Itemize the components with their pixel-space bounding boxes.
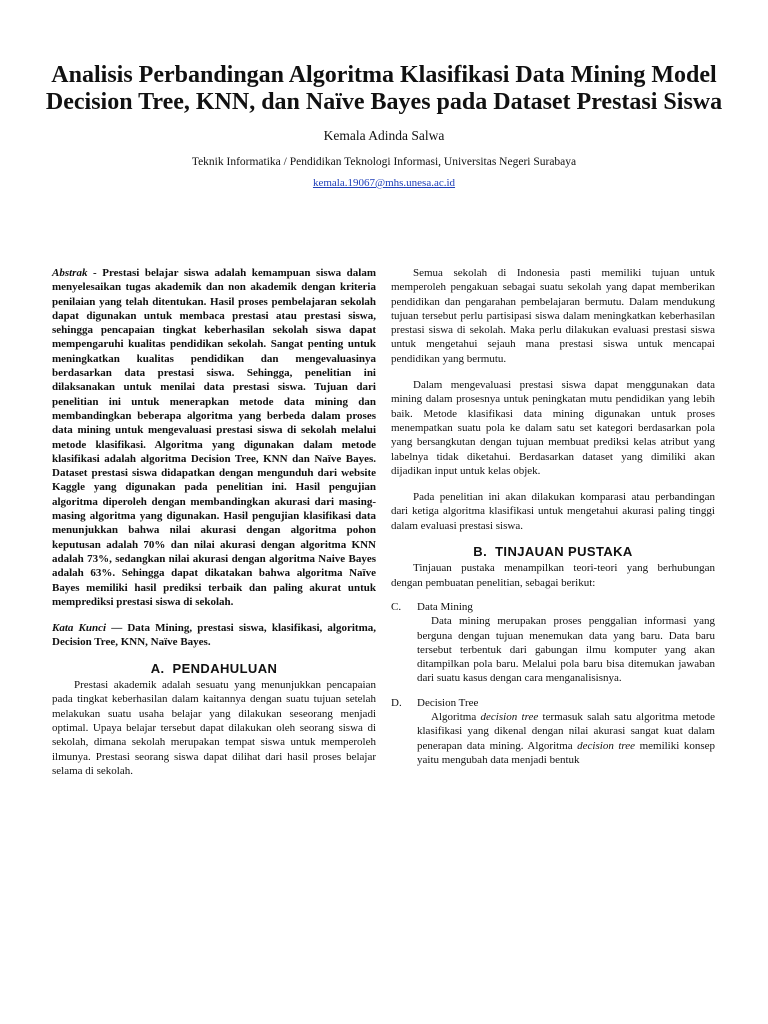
subsection-title: Data Mining: [417, 600, 473, 613]
subsection-heading-decision-tree: [391, 696, 715, 710]
section-heading-pendahuluan: [52, 662, 376, 676]
subsection-title: Decision Tree: [417, 696, 479, 709]
keywords-text: — Data Mining, prestasi siswa, klasifikasi, algoritma, Decision Tree, KNN, Naïve Bayes.: [52, 622, 376, 649]
subsection-body-decision-tree: [391, 710, 715, 767]
text-run: memiliki konsep yaitu mengubah data menjadi bentuk: [417, 739, 715, 766]
subsection-heading-data-mining: [391, 600, 715, 614]
author-name: Kemala Adinda Salwa: [323, 128, 445, 143]
abstract: [52, 266, 376, 609]
right-column: [391, 266, 715, 767]
left-column: [52, 266, 376, 778]
subsection-number: D.: [391, 696, 402, 709]
body-paragraph-3: Pada penelitian ini akan dilakukan komparasi atau perbandingan dari ketiga algoritma klasifikasi untuk mengetahui akurasi paling tinggi dalam evaluasi prestasi siswa.: [391, 491, 715, 532]
subsection-number: C.: [391, 600, 402, 613]
abstract-label: Abstrak: [52, 267, 88, 279]
section-number: B.: [473, 544, 488, 560]
abstract-text: - Prestasi belajar siswa adalah kemampuan siswa dalam menyelesaikan tugas akademik dan non akademik dengan kriteria penilaian yang telah ditentukan. Hasil proses pembelajaran sekolah dapat digunakan untuk membaca prestasi atau prestasi siswa, sehingga pencapaian tingkat keberhasilan sekolah siswa dapat mempengaruhi kualitas pendidikan sekolah. Sangat penting untuk meningkatkan kualitas pendidikan dan mengevaluasinya berdasarkan data prestasi siswa. Sehingga, penelitian ini dilaksanakan untuk menilai data prestasi siswa. Tujuan dari penelitian ini untuk menerapkan metode data mining dan membandingkan beberapa algoritma yang berbeda dalam proses data mining untuk mengevaluasi prestasi siswa di sekolah melalui metode klasifikasi. Algoritma yang digunakan dalam metode klasifikasi adalah algoritma Decision Tree, KNN dan Naïve Bayes. Dataset prestasi siswa didapatkan dengan mengunduh dari website Kaggle yang digunakan pada penelitian ini. Hasil pengujian algoritma diperoleh dengan membandingkan akurasi dari masing-masing algoritma yang digunakan. Hasil pengujian klasifikasi data menunjukkan bahwa nilai akurasi dengan algoritma pohon keputusan adalah 70% dan nilai akurasi dengan algoritma KNN adalah 73%, sedangkan nilai akurasi dengan algoritma Naive Bayes adalah 63%. Sehingga dapat dikatakan bahwa algoritma Naïve Bayes memiliki hasil prediksi terbaik dan paling akurat untuk memprediksi prestasi siswa di sekolah.: [52, 267, 376, 608]
pendahuluan-paragraph: Prestasi akademik adalah sesuatu yang menunjukkan pencapaian pada tingkat keberhasilan dalam kaitannya dengan suatu tujuan setelah melakukan suatu usaha belajar yang dilakukan seseorang menjadi optimal. Upaya belajar tersebut dapat dilakukan oleh seorang siswa di sekolah, dimana sekolah merupakan tempat siswa untuk memperoleh ilmunya. Prestasi seorang siswa dapat dilihat dari hasil proses belajar selama di sekolah.: [52, 679, 376, 777]
data-mining-paragraph: Data mining merupakan proses penggalian informasi yang berguna dengan tujuan menemukan data yang baru. Data baru tersebut terbentuk dari gabungan ilmu komputer yang akan ditampilkan pola baru. Melalui pola baru bisa ditemukan jawaban dari suatu kasus dengan cara menganalisisnya.: [417, 615, 715, 685]
text-run: termasuk salah satu algoritma metode klasifikasi yang dikenal dengan nilai akurasi sangat kuat dalam penerapan data mining. Algoritma: [417, 711, 716, 752]
section-title: TINJAUAN PUSTAKA: [495, 544, 633, 560]
tinjauan-pustaka-paragraph: Tinjauan pustaka menampilkan teori-teori yang berhubungan dengan pembuatan penelitian, sebagai berikut:: [391, 562, 715, 589]
decision-tree-paragraph: [417, 710, 715, 767]
paper-title: Analisis Perbandingan Algoritma Klasifikasi Data Mining Model Decision Tree, KNN, dan Naïve Bayes pada Dataset Prestasi Siswa: [45, 62, 723, 115]
author-affiliation: Teknik Informatika / Pendidikan Teknologi Informasi, Universitas Negeri Surabaya: [191, 156, 577, 168]
italic-term: decision tree: [577, 739, 636, 752]
section-heading-tinjauan-pustaka: [391, 545, 715, 559]
keywords-label: Kata Kunci: [52, 622, 107, 635]
text-run: Algoritma: [431, 711, 481, 724]
subsection-body-data-mining: [391, 614, 715, 685]
keywords: [52, 621, 376, 650]
author-email-link[interactable]: kemala.19067@mhs.unesa.ac.id: [312, 177, 456, 189]
paper-header: [0, 62, 768, 189]
section-number: A.: [150, 660, 165, 676]
body-paragraph-1: Semua sekolah di Indonesia pasti memiliki tujuan untuk memperoleh pengakuan sebagai suatu sekolah yang dapat memberikan pendidikan dan pengarahan pembelajaran bermutu. Dalam mendukung tujuan tersebut perlu partisipasi siswa dalam meningkatkan keberhasilan prestasi siswa di sekolah. Maka perlu dilakukan evaluasi prestasi siswa untuk mengetahui sejauh mana prestasi siswa untuk mencapai pendidikan yang bermutu.: [391, 267, 715, 365]
body-paragraph-2: Dalam mengevaluasi prestasi siswa dapat menggunakan data mining dalam prosesnya untuk peningkatan mutu pendidikan yang lebih baik. Metode klasifikasi data mining digunakan untuk proses menempatkan suatu pola ke dalam satu set kategori berdasarkan pola yang bersangkutan dengan tujuan membuat prediksi kelas atribut yang labelnya tidak diketahui. Berdasarkan dataset yang dimiliki akan dijadikan input untuk kelas objek.: [391, 379, 715, 477]
section-title: PENDAHULUAN: [172, 660, 278, 676]
italic-term: decision tree: [480, 711, 539, 724]
